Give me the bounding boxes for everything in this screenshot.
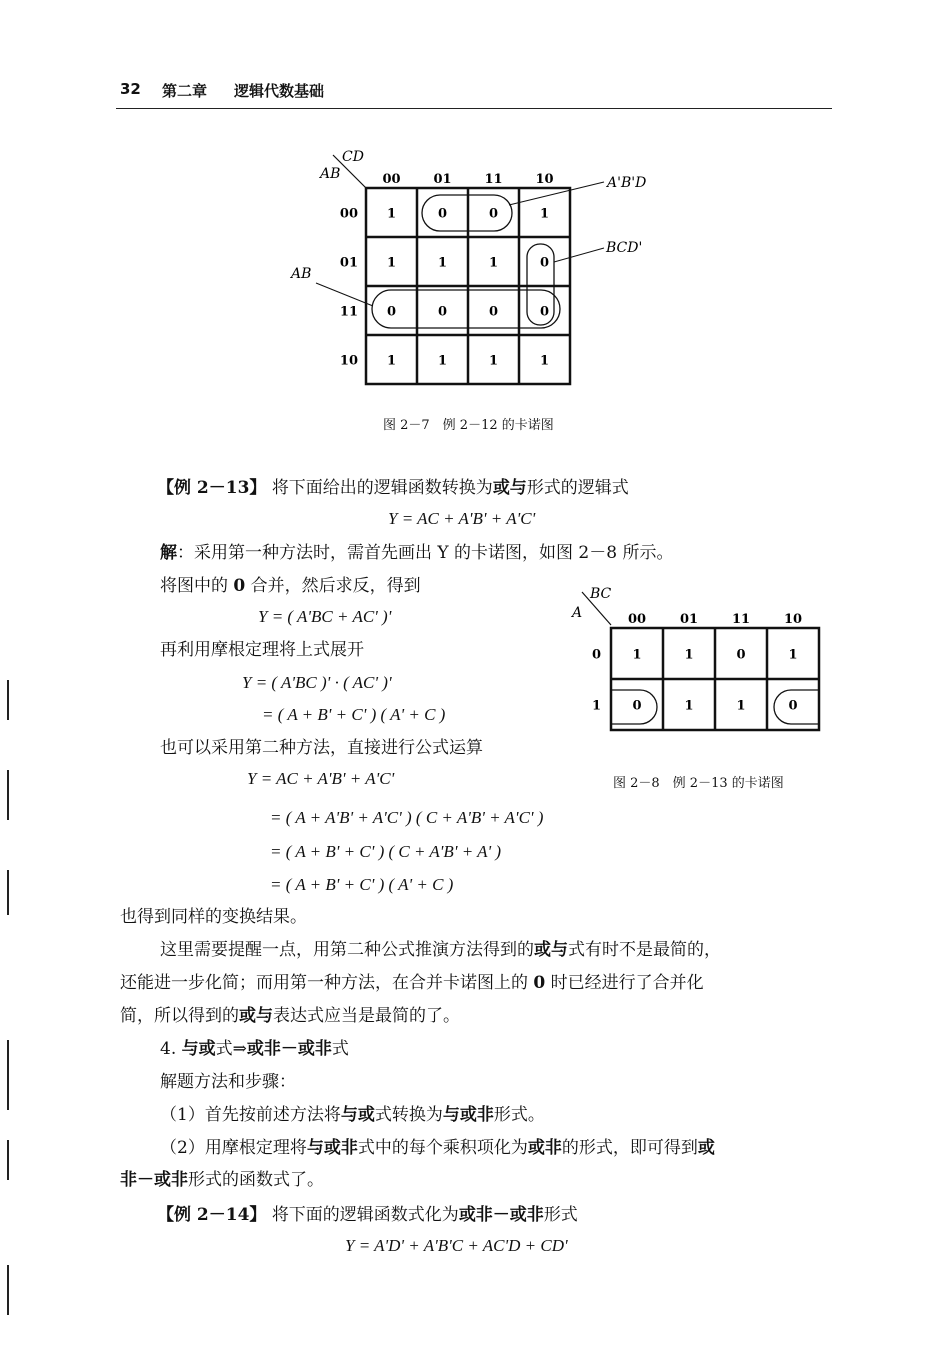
equation: Y = AC + A'B' + A'C': [247, 769, 395, 788]
paragraph-line: （1）首先按前述方法将与或式转换为与或非形式。: [160, 1105, 545, 1125]
kmap-row-label: 00: [339, 206, 358, 222]
kmap-cell-value: 1: [488, 255, 499, 271]
header-rule: [116, 108, 832, 109]
equation: = ( A + B' + C' ) ( A' + C ): [262, 705, 446, 724]
kmap-cell-value: 1: [736, 698, 746, 714]
paragraph-line: 将图中的 0 合并，然后求反，得到: [160, 576, 421, 596]
kmap-row-label: 01: [339, 255, 358, 271]
kmap-cell-value: 1: [684, 698, 694, 714]
kmap-row-label: 1: [591, 698, 601, 714]
paragraph-line: 解：采用第一种方法时，需首先画出 Y 的卡诺图，如图 2－8 所示。: [160, 543, 674, 563]
kmap-cell-value: 1: [437, 353, 448, 369]
kmap-cell-value: 0: [488, 206, 499, 222]
example-label: 【例 2－14】: [157, 1205, 267, 1225]
paragraph-line: 解题方法和步骤：: [160, 1072, 296, 1092]
paragraph-line: 简，所以得到的或与表达式应当是最简的了。: [120, 1006, 460, 1026]
kmap-col-label: 10: [535, 172, 554, 187]
figure-caption-2-8: 图 2－8 例 2－13 的卡诺图: [613, 776, 784, 791]
kmap-cell-value: 0: [539, 304, 550, 320]
example-2-14-statement: 【例 2－14】 将下面的逻辑函数式化为或非－或非形式: [157, 1205, 578, 1225]
kmap-cell-value: 1: [386, 206, 397, 222]
kmap-cell-value: 0: [437, 206, 448, 222]
equation: = ( A + B' + C' ) ( C + A'B' + A' ): [270, 842, 502, 861]
kmap-grid: [611, 628, 819, 730]
kmap-row-labels: [592, 648, 601, 714]
kmap-col-label: 00: [382, 172, 401, 187]
chapter-number: 第二章: [162, 82, 208, 100]
leader-bcd: [554, 248, 604, 262]
kmap-cell-value: 1: [788, 647, 798, 663]
paragraph-line: 也可以采用第二种方法，直接进行公式运算: [160, 738, 483, 758]
kmap-cell-value: 1: [437, 255, 448, 271]
kmap-col-var: BC: [590, 586, 612, 602]
kmap-cell-value: 0: [488, 304, 499, 320]
scan-mark: [7, 1040, 9, 1110]
kmap-cell-value: 0: [386, 304, 397, 320]
kmap-cell-value: 0: [539, 255, 550, 271]
kmap-col-label: 11: [484, 172, 503, 187]
kmap-cell-value: 1: [386, 353, 397, 369]
kmap-col-label: 10: [783, 612, 803, 627]
kmap-cell-value: 0: [437, 304, 448, 320]
group-label-bcd: BCD': [606, 240, 643, 256]
kmap-row-labels: [340, 207, 358, 369]
equation: = ( A + B' + C' ) ( A' + C ): [270, 875, 454, 894]
karnaugh-map-fig-2-8: [560, 580, 830, 740]
kmap-cell-value: 1: [488, 353, 499, 369]
kmap-cell-value: 1: [539, 206, 550, 222]
kmap-column-labels: [628, 612, 802, 627]
example-label: 【例 2－13】: [157, 478, 267, 498]
equation: Y = ( A'BC )' · ( AC' )': [242, 673, 392, 692]
scan-mark: [7, 680, 9, 720]
kmap-cell-value: 0: [632, 698, 642, 714]
leader-ab: [316, 283, 373, 306]
equation: = ( A + A'B' + A'C' ) ( C + A'B' + A'C' ): [270, 808, 544, 827]
section-heading: 4. 与或式⇒或非－或非式: [160, 1039, 349, 1059]
equation: Y = ( A'BC + AC' )': [258, 607, 392, 626]
kmap-cell-value: 1: [632, 647, 642, 663]
kmap-cell-value: 1: [386, 255, 397, 271]
scan-mark: [7, 1265, 9, 1315]
group-label-ab: AB: [291, 266, 312, 282]
kmap-col-label: 00: [627, 612, 647, 627]
kmap-col-var: CD: [342, 149, 364, 165]
karnaugh-map-fig-2-7: [280, 140, 700, 392]
paragraph-line: 再利用摩根定理将上式展开: [160, 640, 364, 660]
example-2-13-statement: 【例 2－13】 将下面给出的逻辑函数转换为或与形式的逻辑式: [157, 478, 629, 498]
kmap-row-var: A: [572, 605, 583, 621]
kmap-col-label: 11: [731, 612, 751, 627]
group-label-a-b-d: A'B'D: [607, 175, 647, 191]
kmap-row-label: 11: [339, 304, 358, 320]
leader-a-b-d: [509, 182, 604, 205]
page-number: 32: [120, 80, 141, 98]
kmap-row-label: 10: [339, 353, 358, 369]
kmap-cell-value: 1: [684, 647, 694, 663]
chapter-title: 逻辑代数基础: [234, 82, 325, 100]
scan-mark: [7, 1140, 9, 1180]
equation: Y = A'D' + A'B'C + AC'D + CD': [345, 1236, 568, 1255]
kmap-cell-value: 1: [539, 353, 550, 369]
kmap-row-var: AB: [320, 166, 341, 182]
kmap-cell-value: 0: [736, 647, 746, 663]
scan-mark: [7, 770, 9, 820]
paragraph-line: 非－或非形式的函数式了。: [120, 1170, 324, 1190]
kmap-column-labels: [382, 172, 553, 187]
equation: Y = AC + A'B' + A'C': [388, 509, 536, 528]
paragraph-line: 还能进一步化简；而用第一种方法，在合并卡诺图上的 0 时已经进行了合并化: [120, 973, 704, 993]
kmap-cell-value: 0: [788, 698, 798, 714]
kmap-col-label: 01: [433, 172, 452, 187]
kmap-col-label: 01: [679, 612, 699, 627]
paragraph-line: （2）用摩根定理将与或非式中的每个乘积项化为或非的形式，即可得到或: [160, 1138, 715, 1158]
paragraph-line: 也得到同样的变换结果。: [120, 907, 307, 927]
kmap-row-label: 0: [591, 647, 601, 663]
figure-caption-2-7: 图 2－7 例 2－12 的卡诺图: [383, 418, 554, 433]
scan-mark: [7, 870, 9, 915]
paragraph-line: 这里需要提醒一点，用第二种公式推演方法得到的或与式有时不是最简的，: [160, 940, 721, 960]
